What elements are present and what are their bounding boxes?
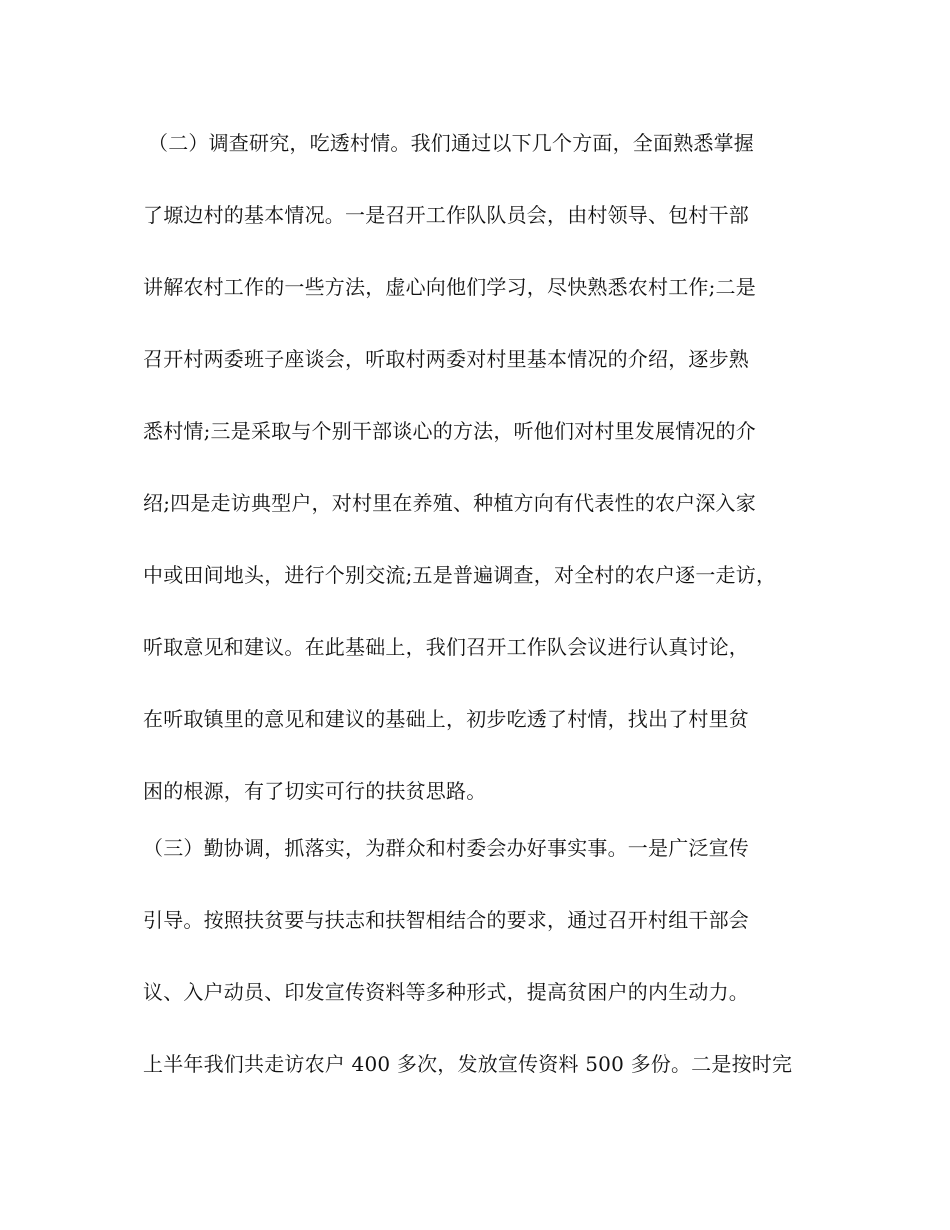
text-line: 引导。按照扶贫要与扶志和扶智相结合的要求，通过召开村组干部会 — [143, 908, 749, 932]
text-line: 讲解农村工作的一些方法，虚心向他们学习，尽快熟悉农村工作;二是 — [143, 275, 756, 299]
text-line: 绍;四是走访典型户，对村里在养殖、种植方向有代表性的农户深入家 — [143, 491, 756, 515]
text-line: 悉村情;三是采取与个别干部谈心的方法，听他们对村里发展情况的介 — [143, 419, 756, 443]
text-line: 听取意见和建议。在此基础上，我们召开工作队会议进行认真讨论， — [143, 635, 749, 659]
text-line: （三）勤协调，抓落实，为群众和村委会办好事实事。一是广泛宣传 — [143, 836, 749, 860]
text-line: 了塬边村的基本情况。一是召开工作队队员会，由村领导、包村干部 — [143, 203, 749, 227]
text-line: 召开村两委班子座谈会，听取村两委对村里基本情况的介绍，逐步熟 — [143, 347, 749, 371]
text-line: 在听取镇里的意见和建议的基础上，初步吃透了村情，找出了村里贫 — [143, 707, 749, 731]
text-line: （二）调查研究，吃透村情。我们通过以下几个方面，全面熟悉掌握 — [148, 131, 754, 155]
text-line: 中或田间地头，进行个别交流;五是普遍调查，对全村的农户逐一走访， — [143, 563, 777, 587]
text-line: 困的根源，有了切实可行的扶贫思路。 — [143, 779, 487, 803]
text-line: 议、入户动员、印发宣传资料等多种形式，提高贫困户的内生动力。 — [143, 980, 749, 1004]
text-line: 上半年我们共走访农户 400 多次，发放宣传资料 500 多份。二是按时完 — [143, 1052, 793, 1076]
